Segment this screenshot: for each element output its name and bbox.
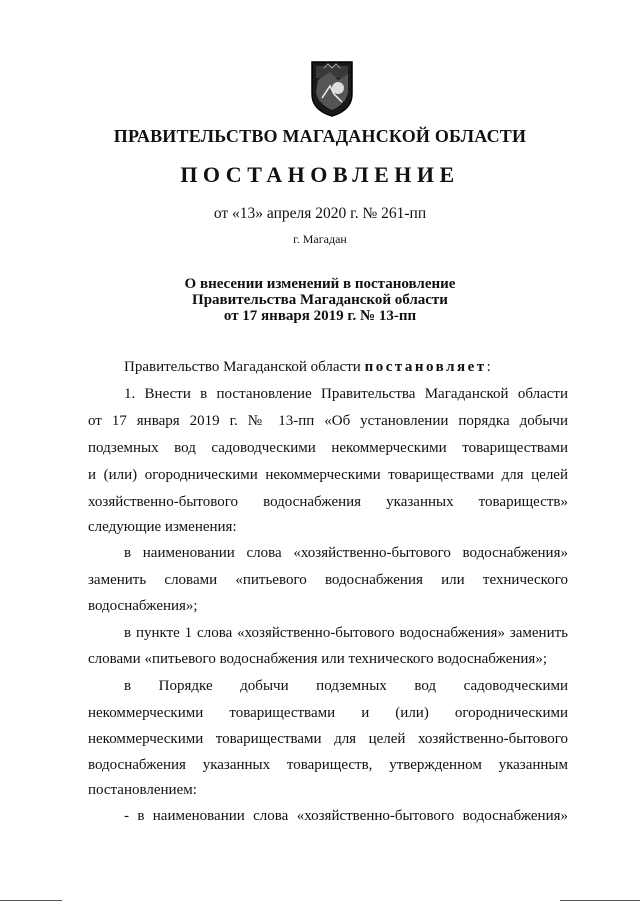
intro-colon: : [486, 359, 491, 375]
body-line: подземных вод садоводческими некоммерческими товариществами [88, 440, 568, 456]
body-line: следующие изменения: [88, 519, 237, 535]
coat-of-arms-icon [308, 58, 356, 118]
body-line: постановлением: [88, 782, 197, 798]
document-subject [0, 276, 640, 324]
body-line: хозяйственно-бытового водоснабжения указанных товариществ» [88, 494, 568, 510]
subject-line: О внесении изменений в постановление [184, 276, 456, 292]
body-line: в Порядке добычи подземных вод садоводческими [124, 678, 568, 694]
body-line: водоснабжения указанных товариществ, утвержденном указанным [88, 757, 568, 773]
subject-line: от 17 января 2019 г. № 13-пп [223, 308, 417, 324]
subject-line: Правительства Магаданской области [192, 292, 448, 308]
document-type-title: ПОСТАНОВЛЕНИЕ [180, 162, 460, 187]
body-line: и (или) огородническими некоммерческими товариществами для целей [88, 467, 568, 483]
body-line: словами «питьевого водоснабжения или технического водоснабжения»; [88, 651, 548, 667]
body-line: заменить словами «питьевого водоснабжения или технического [88, 572, 568, 588]
footer-rule [0, 900, 62, 901]
body-line: от 17 января 2019 г. № 13-пп «Об установлении порядка добычи [88, 413, 568, 429]
coat-of-arms-emblem [308, 58, 356, 118]
body-line: 1. Внести в постановление Правительства Магаданской области [124, 386, 568, 402]
body-line: некоммерческими товариществами и (или) огородническими [88, 705, 568, 721]
body-line: в пункте 1 слова «хозяйственно-бытового водоснабжения» заменить [124, 625, 568, 641]
body-line: в наименовании слова «хозяйственно-бытового водоснабжения» [124, 545, 568, 561]
intro-text: Правительство Магаданской области [124, 359, 365, 375]
body-line: - в наименовании слова «хозяйственно-бытового водоснабжения» [124, 808, 568, 824]
intro-keyword: постановляет [364, 359, 487, 375]
document-date-number: от «13» апреля 2020 г. № 261-пп [213, 205, 427, 222]
body-line: некоммерческими товариществами для целей хозяйственно-бытового [88, 731, 568, 747]
document-city: г. Магадан [293, 232, 347, 246]
body-line: водоснабжения»; [88, 598, 198, 614]
footer-rule [560, 900, 640, 901]
organization-title: ПРАВИТЕЛЬСТВО МАГАДАНСКОЙ ОБЛАСТИ [113, 126, 527, 146]
intro-paragraph [88, 357, 568, 377]
